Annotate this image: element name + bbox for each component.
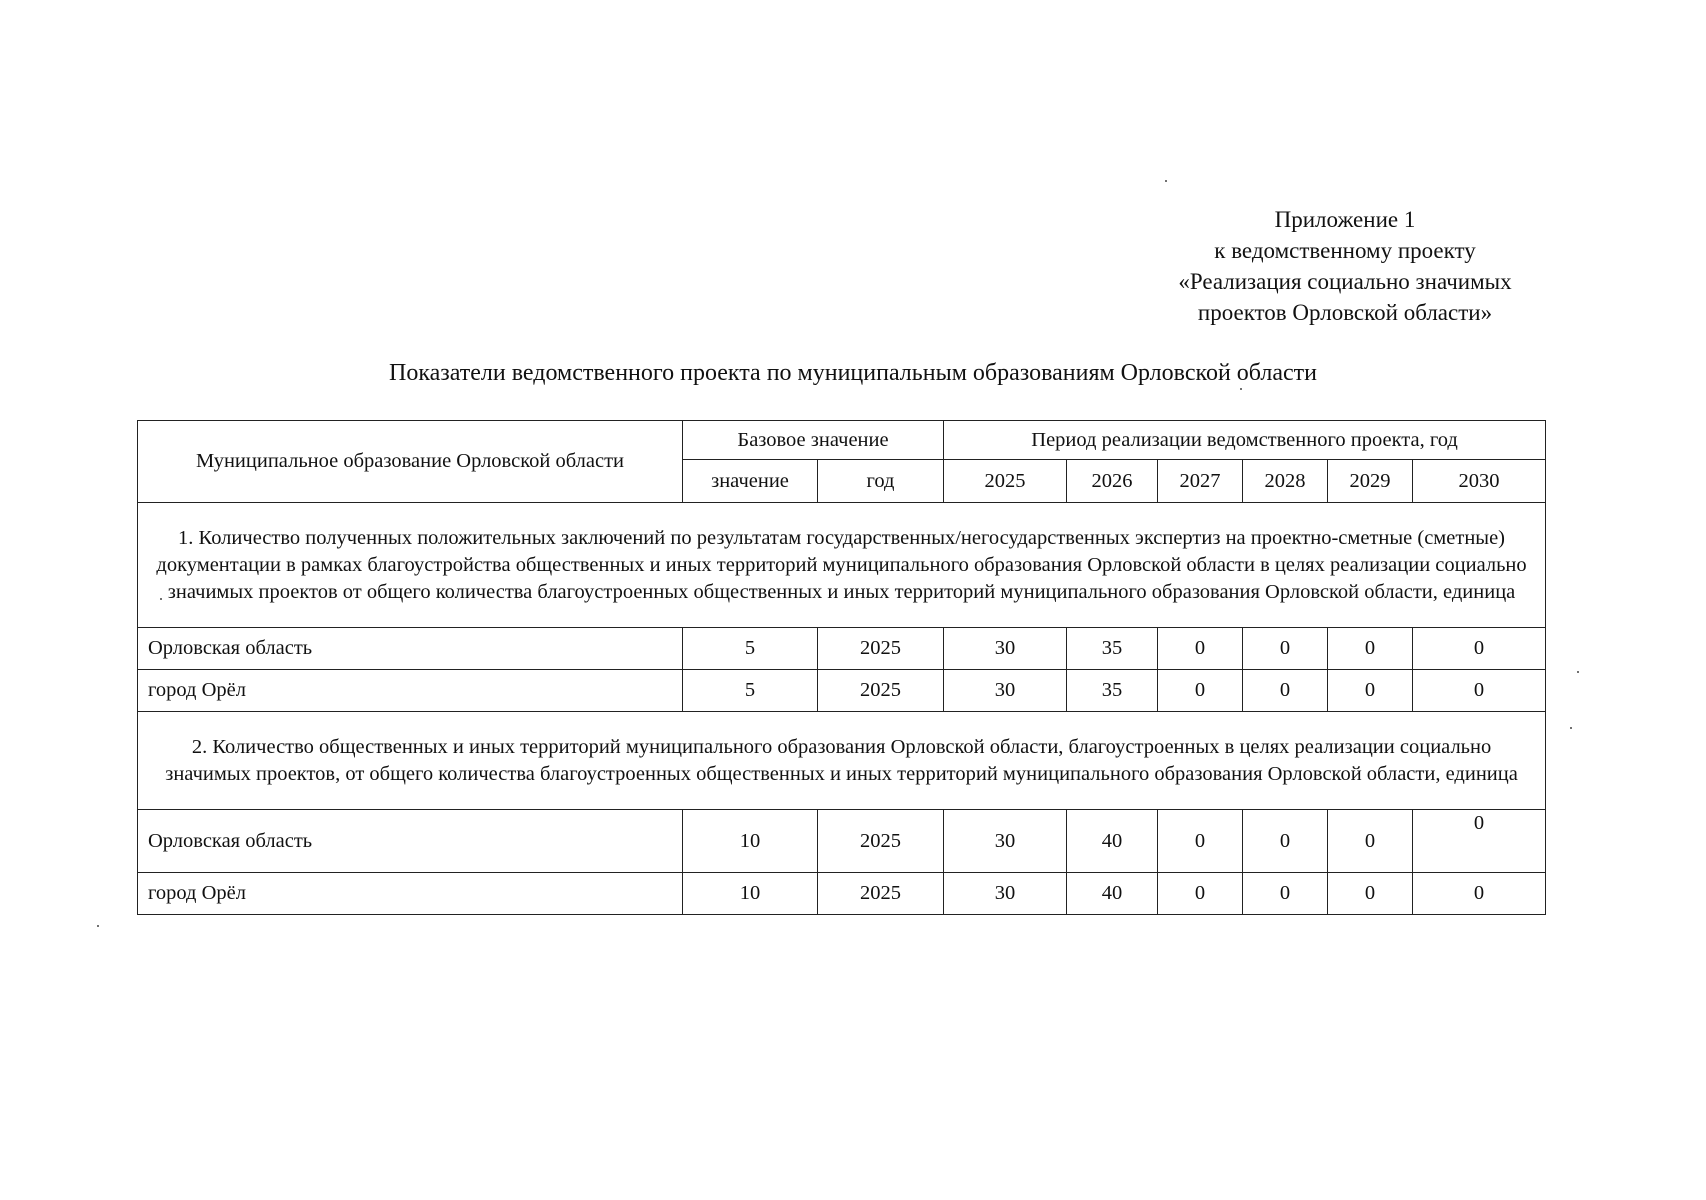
cell-2028: 0 <box>1243 810 1328 873</box>
header-year-2025: 2025 <box>944 460 1067 503</box>
header-year-2026: 2026 <box>1067 460 1158 503</box>
cell-base-year: 2025 <box>818 628 944 670</box>
section-title-row <box>138 712 1546 810</box>
document-title: Показатели ведомственного проекта по муниципальным образованиям Орловской области <box>388 360 1318 386</box>
cell-2029: 0 <box>1328 810 1413 873</box>
cell-2025: 30 <box>944 628 1067 670</box>
header-year-2028: 2028 <box>1243 460 1328 503</box>
header-base-group: Базовое значение <box>683 421 944 460</box>
cell-2028: 0 <box>1243 628 1328 670</box>
header-year-2030: 2030 <box>1413 460 1546 503</box>
header-year-2027: 2027 <box>1158 460 1243 503</box>
cell-2028: 0 <box>1243 670 1328 712</box>
row-municipality-name: город Орёл <box>138 873 683 915</box>
section-1-title: 1. Количество полученных положительных заключений по результатам государственных/негосударственных экспертиз на проектно-сметные (сметные) документации в рамках благоустройства общественных и иных территорий муниципального образования Орловской области в целях реализации социально значимых проектов от общего количества благоустроенных общественных и иных территорий муниципального образования Орловской области, единица <box>138 503 1546 628</box>
cell-base-value: 5 <box>683 628 818 670</box>
cell-base-year: 2025 <box>818 810 944 873</box>
header-period-group: Период реализации ведомственного проекта, год <box>944 421 1546 460</box>
scan-speck <box>1240 388 1242 390</box>
table-row <box>138 873 1546 915</box>
appendix-line-2: к ведомственному проекту <box>1214 238 1476 263</box>
cell-2026: 35 <box>1067 670 1158 712</box>
row-municipality-name: Орловская область <box>138 628 683 670</box>
cell-2030: 0 <box>1413 873 1546 915</box>
cell-2027: 0 <box>1158 873 1243 915</box>
scan-speck <box>160 598 162 600</box>
cell-2026: 40 <box>1067 873 1158 915</box>
scan-speck <box>1570 727 1572 729</box>
table-header-row-1 <box>138 421 1546 460</box>
indicators-table-container <box>137 420 1545 915</box>
cell-2027: 0 <box>1158 810 1243 873</box>
cell-2030: 0 <box>1413 810 1546 873</box>
cell-2025: 30 <box>944 810 1067 873</box>
cell-2026: 35 <box>1067 628 1158 670</box>
appendix-line-4: проектов Орловской области» <box>1197 300 1493 325</box>
scan-speck <box>1165 180 1167 182</box>
appendix-header <box>1110 204 1580 328</box>
cell-2025: 30 <box>944 873 1067 915</box>
cell-base-year: 2025 <box>818 670 944 712</box>
indicators-table <box>137 420 1546 915</box>
cell-base-year: 2025 <box>818 873 944 915</box>
cell-base-value: 10 <box>683 873 818 915</box>
table-row <box>138 628 1546 670</box>
row-municipality-name: город Орёл <box>138 670 683 712</box>
cell-base-value: 5 <box>683 670 818 712</box>
cell-2029: 0 <box>1328 670 1413 712</box>
cell-2030: 0 <box>1413 628 1546 670</box>
header-year-2029: 2029 <box>1328 460 1413 503</box>
cell-2025: 30 <box>944 670 1067 712</box>
scan-speck <box>97 925 99 927</box>
header-municipality: Муниципальное образование Орловской области <box>138 421 683 503</box>
cell-2029: 0 <box>1328 628 1413 670</box>
cell-2030: 0 <box>1413 670 1546 712</box>
cell-2028: 0 <box>1243 873 1328 915</box>
cell-2029: 0 <box>1328 873 1413 915</box>
row-municipality-name: Орловская область <box>138 810 683 873</box>
scan-speck <box>1577 671 1579 673</box>
cell-2027: 0 <box>1158 628 1243 670</box>
cell-base-value: 10 <box>683 810 818 873</box>
header-base-value: значение <box>683 460 818 503</box>
table-row <box>138 670 1546 712</box>
cell-2027: 0 <box>1158 670 1243 712</box>
section-2-title: 2. Количество общественных и иных территорий муниципального образования Орловской области, благоустроенных в целях реализации социально значимых проектов, от общего количества благоустроенных общественных и иных территорий муниципального образования Орловской области, единица <box>138 712 1546 810</box>
appendix-line-1: Приложение 1 <box>1274 207 1416 232</box>
header-base-year: год <box>818 460 944 503</box>
section-title-row <box>138 503 1546 628</box>
cell-2026: 40 <box>1067 810 1158 873</box>
appendix-line-3: «Реализация социально значимых <box>1178 269 1512 294</box>
table-row <box>138 810 1546 873</box>
